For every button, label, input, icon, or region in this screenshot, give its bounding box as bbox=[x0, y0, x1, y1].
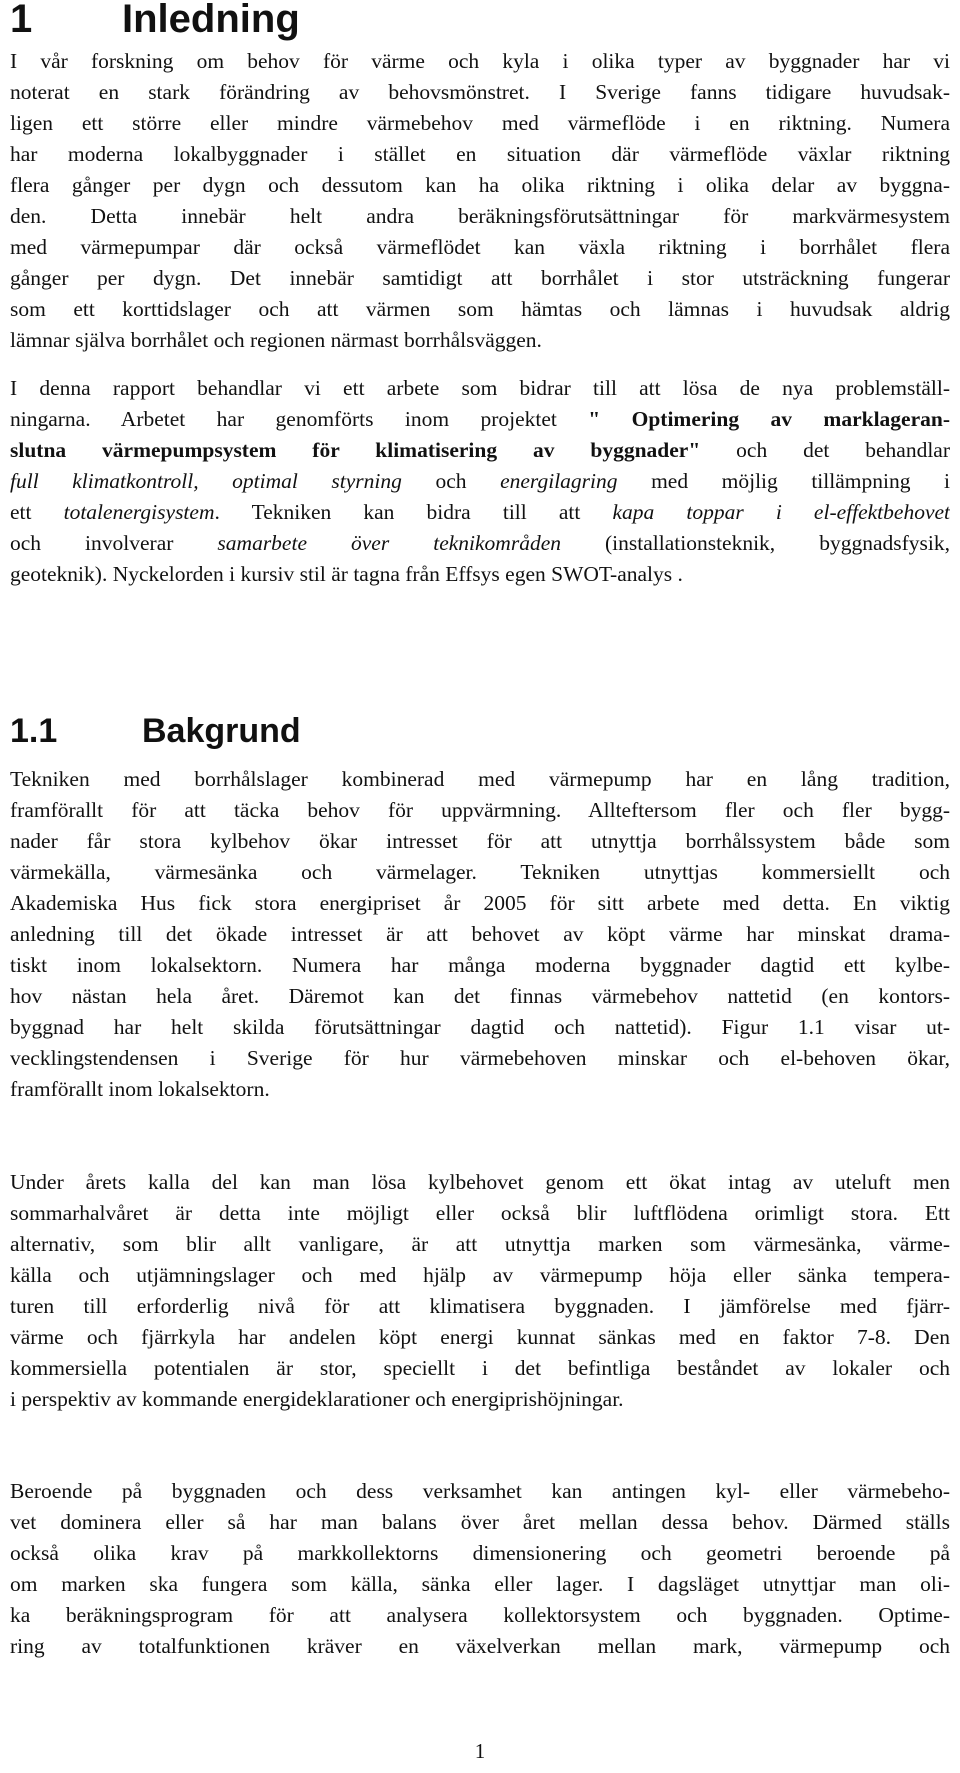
text-line: anledning till det ökade intresset är att behovet av köpt värme har minskat drama- bbox=[10, 922, 950, 946]
text-run: med möjlig tillämpning i bbox=[617, 469, 950, 493]
heading-number: 1.1 bbox=[10, 712, 58, 750]
text-line: vet dominera eller så har man balans över året mellan dessa behov. Därmed ställs bbox=[10, 1510, 950, 1534]
project-paragraph bbox=[10, 373, 950, 590]
text-line: byggnad har helt skilda förutsättningar dagtid och nattetid). Figur 1.1 visar ut- bbox=[10, 1015, 950, 1039]
text-line: alternativ, som blir allt vanligare, är att utnyttja marken som värmesänka, värme- bbox=[10, 1232, 950, 1256]
heading-title: Inledning bbox=[122, 0, 300, 41]
project-title-bold: " Optimering av marklageran- bbox=[588, 407, 950, 431]
text-line: I vår forskning om behov för värme och kyla i olika typer av byggnader har vi bbox=[10, 49, 950, 73]
keyword-italic: totalenergisystem bbox=[63, 500, 215, 524]
text-line bbox=[10, 497, 950, 528]
keyword-italic: samarbete över teknikområden bbox=[217, 531, 561, 555]
background-paragraph-2 bbox=[10, 1167, 950, 1415]
text-line: turen till erforderlig nivå för att klimatisera byggnaden. I jämförelse med fjärr- bbox=[10, 1294, 950, 1318]
text-line: noterat en stark förändring av behovsmönstret. I Sverige fanns tidigare huvudsak- bbox=[10, 80, 950, 104]
text-line: värmekälla, värmesänka och värmelager. Tekniken utnyttjas kommersiellt och bbox=[10, 860, 950, 884]
text-line: Akademiska Hus fick stora energipriset år 2005 för sitt arbete med detta. En viktig bbox=[10, 891, 950, 915]
text-run: . Tekniken kan bidra till att bbox=[214, 500, 613, 524]
text-line: framförallt inom lokalsektorn. bbox=[10, 1077, 270, 1101]
text-line: Under årets kalla del kan man lösa kylbehovet genom ett ökat intag av uteluft men bbox=[10, 1170, 950, 1194]
text-line: geoteknik). Nyckelorden i kursiv stil är tagna från Effsys egen SWOT-analys . bbox=[10, 562, 683, 586]
text-line: om marken ska fungera som källa, sänka eller lager. I dagsläget utnyttjar man oli- bbox=[10, 1572, 950, 1596]
text-line: ka beräkningsprogram för att analysera kollektorsystem och byggnaden. Optime- bbox=[10, 1603, 950, 1627]
text-run: och det behandlar bbox=[700, 438, 950, 462]
text-line: gånger per dygn. Det innebär samtidigt att borrhålet i stor utsträckning fungerar bbox=[10, 266, 950, 290]
text-line: källa och utjämningslager och med hjälp av värmepump höja eller sänka tempera- bbox=[10, 1263, 950, 1287]
background-paragraph-3 bbox=[10, 1476, 950, 1662]
text-line: kommersiella potentialen är stor, speciellt i det befintliga beståndet av lokaler och bbox=[10, 1356, 950, 1380]
text-run: och bbox=[401, 469, 501, 493]
keyword-italic: energilagring bbox=[500, 469, 618, 493]
text-line bbox=[10, 528, 950, 559]
heading-number: 1 bbox=[10, 0, 33, 41]
text-line: lämnar själva borrhålet och regionen närmast borrhålsväggen. bbox=[10, 328, 542, 352]
text-line bbox=[10, 404, 950, 435]
text-line: tiskt inom lokalsektorn. Numera har många moderna byggnader dagtid ett kylbe- bbox=[10, 953, 950, 977]
heading-title: Bakgrund bbox=[142, 712, 301, 750]
text-line: nader får stora kylbehov ökar intresset för att utnyttja borrhålssystem både som bbox=[10, 829, 950, 853]
text-line: med värmepumpar där också värmeflödet kan växla riktning i borrhålet flera bbox=[10, 235, 950, 259]
page-number: 1 bbox=[474, 1739, 486, 1763]
text-line: ring av totalfunktionen kräver en växelverkan mellan mark, värmepump och bbox=[10, 1634, 950, 1658]
heading-bakgrund bbox=[10, 709, 301, 753]
text-line: som ett korttidslager och att värmen som hämtas och lämnas i huvudsak aldrig bbox=[10, 297, 950, 321]
text-line: sommarhalvåret är detta inte möjligt eller också blir luftflödena orimligt stora. Ett bbox=[10, 1201, 950, 1225]
text-run: (installationsteknik, byggnadsfysik, bbox=[560, 531, 950, 555]
text-line: vecklingstendensen i Sverige för hur värmebehoven minskar och el-behoven ökar, bbox=[10, 1046, 950, 1070]
keyword-italic: full klimatkontroll, optimal styrning bbox=[10, 469, 402, 493]
text-line: värme och fjärrkyla har andelen köpt energi kunnat sänkas med en faktor 7-8. Den bbox=[10, 1325, 950, 1349]
project-title-bold: slutna värmepumpsystem för klimatisering av byggnader" bbox=[10, 438, 701, 462]
text-line: I denna rapport behandlar vi ett arbete som bidrar till att lösa de nya problemställ- bbox=[10, 376, 950, 400]
text-line: hov nästan hela året. Däremot kan det finnas värmebehov nattetid (en kontors- bbox=[10, 984, 950, 1008]
text-line: flera gånger per dygn och dessutom kan ha olika riktning i olika delar av byggna- bbox=[10, 173, 950, 197]
background-paragraph-1 bbox=[10, 764, 950, 1105]
text-line: har moderna lokalbyggnader i stället en situation där värmeflöde växlar riktning bbox=[10, 142, 950, 166]
intro-paragraph bbox=[10, 46, 950, 356]
text-line bbox=[10, 435, 950, 466]
text-line: Beroende på byggnaden och dess verksamhet kan antingen kyl- eller värmebeho- bbox=[10, 1479, 950, 1503]
text-run: ningarna. Arbetet har genomförts inom projektet bbox=[10, 407, 589, 431]
text-line: den. Detta innebär helt andra beräkningsförutsättningar för markvärmesystem bbox=[10, 204, 950, 228]
text-line: i perspektiv av kommande energideklarationer och energiprishöjningar. bbox=[10, 1387, 624, 1411]
text-run: ett bbox=[10, 500, 64, 524]
text-line: framförallt för att täcka behov för uppvärmning. Allteftersom fler och fler bygg- bbox=[10, 798, 950, 822]
heading-inledning bbox=[10, 0, 300, 44]
keyword-italic: kapa toppar i el-effektbehovet bbox=[612, 500, 950, 524]
text-line bbox=[10, 466, 950, 497]
text-line: Tekniken med borrhålslager kombinerad med värmepump har en lång tradition, bbox=[10, 767, 950, 791]
text-line: ligen ett större eller mindre värmebehov med värmeflöde i en riktning. Numera bbox=[10, 111, 950, 135]
text-line: också olika krav på markkollektorns dimensionering och geometri beroende på bbox=[10, 1541, 950, 1565]
text-run: och involverar bbox=[10, 531, 218, 555]
